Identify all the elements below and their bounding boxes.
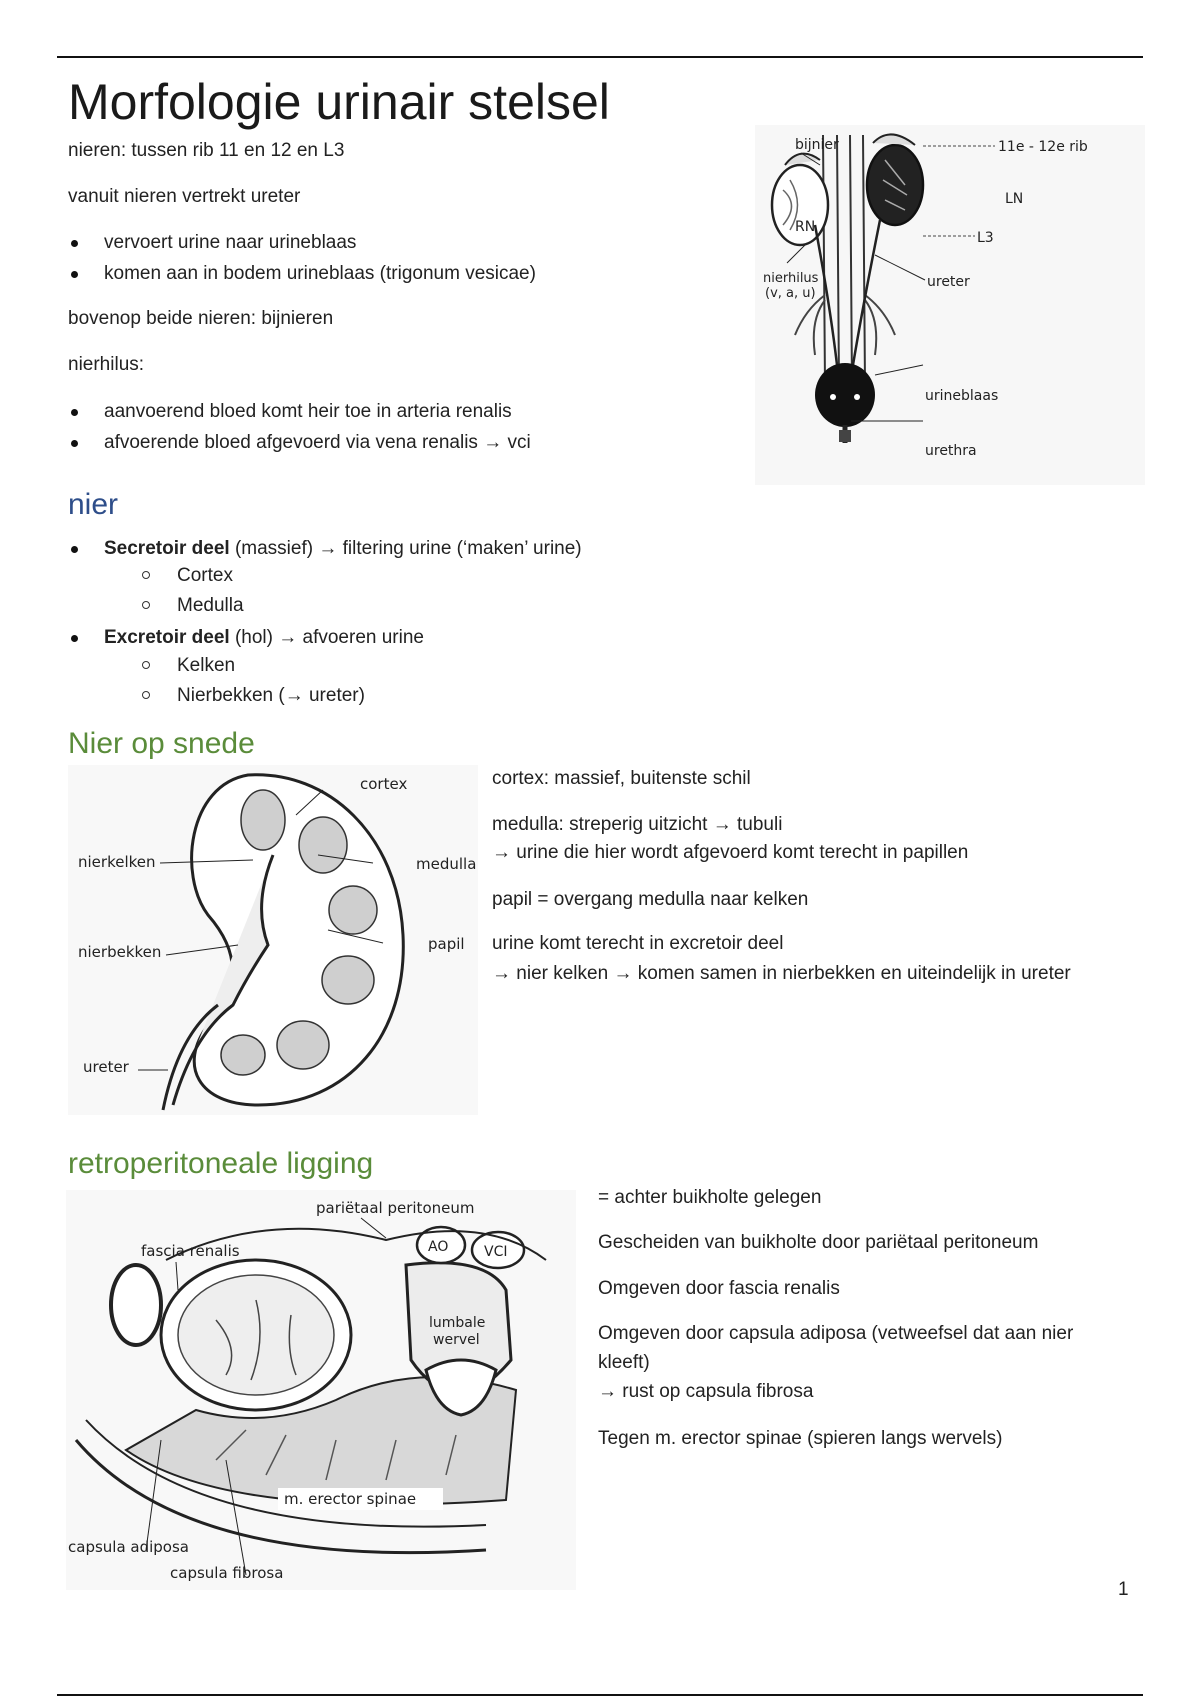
sub-list-item: Nierbekken (→ ureter) <box>177 685 365 706</box>
page-number: 1 <box>1118 1579 1129 1600</box>
label-urineblaas: urineblaas <box>925 388 999 404</box>
label-fascia: fascia renalis <box>141 1242 240 1260</box>
label-vci: VCI <box>484 1244 508 1260</box>
snede-text: medulla: streperig uitzicht → tubuli <box>492 814 783 835</box>
label-medulla: medulla <box>416 855 477 873</box>
snede-text: papil = overgang medulla naar kelken <box>492 889 809 910</box>
label-ureter: ureter <box>927 274 970 290</box>
heading-retroperitoneale-ligging: retroperitoneale ligging <box>68 1147 374 1180</box>
urethra-sphincter <box>839 430 851 442</box>
list-item-excretoir: Excretoir deel (hol) → afvoeren urine <box>104 627 424 648</box>
label-cortex: cortex <box>360 775 408 793</box>
heading-nier-op-snede: Nier op snede <box>68 727 255 760</box>
label-papil: papil <box>428 935 465 953</box>
left-kidney <box>867 145 923 225</box>
sub-bullet <box>142 571 150 579</box>
capsula-fibrosa-outline <box>178 1275 334 1395</box>
label-erector: m. erector spinae <box>284 1490 417 1508</box>
retro-text: = achter buikholte gelegen <box>598 1187 822 1208</box>
bullet <box>71 546 78 553</box>
snede-text: → urine die hier wordt afgevoerd komt terecht in papillen <box>492 842 969 863</box>
list-item: vervoert urine naar urineblaas <box>104 232 357 253</box>
retro-text: Tegen m. erector spinae (spieren langs wervels) <box>598 1428 1003 1449</box>
label-vau: (v, a, u) <box>765 286 816 301</box>
label-fibrosa: capsula fibrosa <box>170 1564 284 1582</box>
footer-rule <box>57 1694 1143 1696</box>
retro-text: kleeft) <box>598 1352 650 1373</box>
sub-list-item: Kelken <box>177 655 236 676</box>
label-parietaal: pariëtaal peritoneum <box>316 1199 475 1217</box>
label-ln: LN <box>1005 191 1024 207</box>
bullet <box>71 635 78 642</box>
label-nierhilus: nierhilus <box>763 271 819 286</box>
retroperitoneal-figure <box>66 1190 576 1590</box>
label-urethra: urethra <box>925 443 977 459</box>
sub-bullet <box>142 691 150 699</box>
bladder <box>815 363 875 427</box>
label-rib: 11e - 12e rib <box>998 139 1088 155</box>
label-nierbekken: nierbekken <box>78 943 162 961</box>
label-lumbale: lumbale <box>429 1315 486 1331</box>
sub-bullet <box>142 601 150 609</box>
bullet <box>71 271 78 278</box>
intro-line-ribs: nieren: tussen rib 11 en 12 en L3 <box>68 140 345 161</box>
urinary-system-figure <box>755 125 1145 485</box>
bladder-orifice <box>830 394 836 400</box>
list-item-secretoir: Secretoir deel (massief) → filtering urine (‘maken’ urine) <box>104 538 582 559</box>
label-adiposa: capsula adiposa <box>68 1538 189 1556</box>
intro-line-nierhilus: nierhilus: <box>68 354 145 375</box>
snede-text: cortex: massief, buitenste schil <box>492 768 751 789</box>
intro-line-bijnieren: bovenop beide nieren: bijnieren <box>68 308 334 329</box>
label-wervel: wervel <box>433 1332 480 1348</box>
heading-nier: nier <box>68 488 119 521</box>
retro-text: → rust op capsula fibrosa <box>598 1381 814 1402</box>
label-nierkelken: nierkelken <box>78 853 156 871</box>
page-title: Morfologie urinair stelsel <box>68 74 610 130</box>
retro-text: Gescheiden van buikholte door pariëtaal peritoneum <box>598 1232 1039 1253</box>
sub-bullet <box>142 661 150 669</box>
retro-text: Omgeven door fascia renalis <box>598 1278 840 1299</box>
sub-list-item: Cortex <box>177 565 233 586</box>
retro-text: Omgeven door capsula adiposa (vetweefsel dat aan nier <box>598 1323 1074 1344</box>
list-item: aanvoerend bloed komt heir toe in arteria renalis <box>104 401 512 422</box>
bullet <box>71 240 78 247</box>
label-l3: L3 <box>977 230 994 246</box>
label-ao: AO <box>428 1239 449 1255</box>
list-item: komen aan in bodem urineblaas (trigonum vesicae) <box>104 263 536 284</box>
bladder-orifice <box>854 394 860 400</box>
intro-line-ureter: vanuit nieren vertrekt ureter <box>68 186 301 207</box>
label-bijnier: bijnier <box>795 137 839 153</box>
label-rn: RN <box>795 219 816 235</box>
kidney-section-figure <box>68 765 478 1115</box>
sub-list-item: Medulla <box>177 595 244 616</box>
snede-text: urine komt terecht in excretoir deel <box>492 933 784 954</box>
header-rule <box>57 56 1143 58</box>
label-ureter: ureter <box>83 1058 129 1076</box>
bowel-loop <box>111 1265 161 1345</box>
list-item: afvoerende bloed afgevoerd via vena renalis → vci <box>104 432 531 453</box>
bullet <box>71 440 78 447</box>
snede-text: → nier kelken → komen samen in nierbekken en uiteindelijk in ureter <box>492 963 1071 984</box>
bullet <box>71 409 78 416</box>
